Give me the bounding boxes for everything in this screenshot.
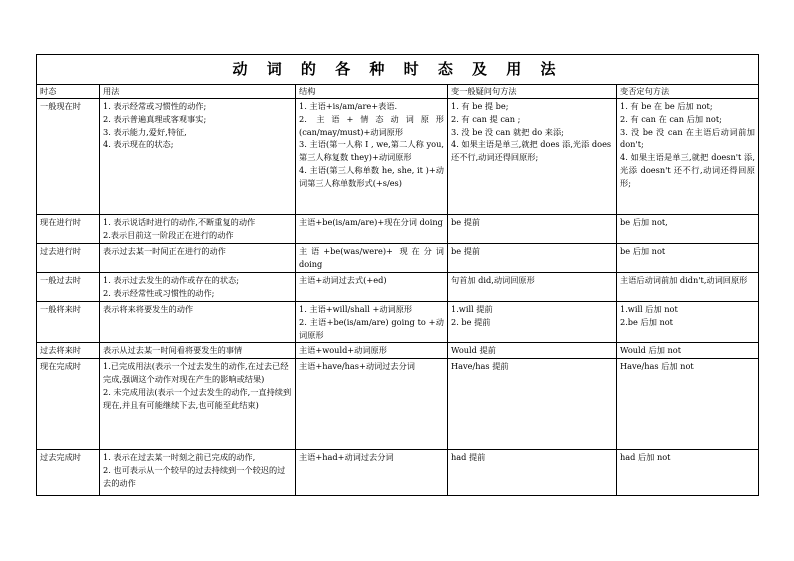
question-cell [448, 244, 617, 273]
usage-cell [100, 99, 296, 215]
cell-line: 4. 表示现在的状态; [103, 139, 174, 150]
cell-line: 主语+be(was/were)+ 现在分词 doing [299, 246, 444, 269]
cell-line: 1. 主语+is/am/are+表语. [299, 101, 398, 111]
cell-line: 2. 有 can 提 can ; [451, 113, 521, 124]
table-row [37, 343, 759, 359]
table-row [37, 244, 759, 273]
cell-line: 表示从过去某一时间看将要发生的事情 [103, 345, 243, 356]
structure-cell [296, 99, 448, 215]
cell-line: 1. 主语+will/shall +动词原形 [299, 304, 413, 314]
cell-line: 2. 主语+情态动词原形(can/may/must)+动词原形 [299, 113, 444, 137]
cell-line: 1. 有 be 提 be; [451, 101, 509, 111]
table-row [37, 99, 759, 215]
table-row [37, 359, 759, 450]
cell-line: 1.will 提前 [451, 304, 493, 314]
cell-line: Would 提前 [451, 345, 496, 356]
question-cell [448, 215, 617, 244]
table-row [37, 450, 759, 496]
cell-line: 表示过去某一时间正在进行的动作 [103, 246, 226, 256]
negative-cell [617, 302, 759, 343]
cell-line: 1. 有 be 在 be 后加 not; [620, 101, 713, 111]
structure-cell [296, 215, 448, 244]
cell-line: be 提前 [451, 217, 481, 227]
usage-cell [100, 302, 296, 343]
cell-line: 2. 主语+be(is/am/are) going to +动词原形 [299, 316, 444, 340]
structure-cell [296, 343, 448, 359]
cell-line: 3. 没 be 没 can 在主语后动词前加 don't; [620, 126, 755, 150]
header-tense: 时态 [37, 85, 100, 99]
cell-line: 2. 也可表示从一个较早的过去持续到一个较迟的过去的动作 [103, 464, 286, 488]
table-row [37, 273, 759, 302]
title-row [37, 55, 759, 85]
tense-cell: 过去完成时 [37, 450, 100, 496]
negative-cell [617, 215, 759, 244]
tense-cell: 一般过去时 [37, 273, 100, 302]
tense-cell: 一般现在时 [37, 99, 100, 215]
header-structure: 结构 [296, 85, 448, 99]
negative-cell [617, 359, 759, 450]
cell-line: 1. 表示说话时进行的动作,不断重复的动作 [103, 217, 256, 227]
cell-line: be 后加 not, [620, 217, 668, 227]
usage-cell [100, 343, 296, 359]
structure-cell [296, 273, 448, 302]
tense-cell: 一般将来时 [37, 302, 100, 343]
cell-line: 1.will 后加 not [620, 304, 678, 314]
cell-line: 主语+动词过去式(+ed) [299, 275, 387, 285]
negative-cell [617, 244, 759, 273]
cell-line: 1. 表示过去发生的动作或存在的状态; [103, 275, 239, 285]
cell-line: be 提前 [451, 246, 481, 256]
cell-line: 1. 表示在过去某一时刻之前已完成的动作, [103, 452, 256, 463]
cell-line: 2.be 后加 not [620, 316, 673, 327]
question-cell [448, 359, 617, 450]
table-row [37, 302, 759, 343]
cell-line: 1.已完成用法(表示一个过去发生的动作,在过去已经完成,强调这个动作对现在产生的影响或结果) [103, 361, 289, 384]
header-usage: 用法 [100, 85, 296, 99]
cell-line: 2.表示目前这一阶段正在进行的动作 [103, 229, 234, 240]
question-cell [448, 450, 617, 496]
page-title: 动 词 的 各 种 时 态 及 用 法 [37, 55, 759, 85]
cell-line: 4. 主语(第三人称单数 he, she, it )+动词第三人称单数形式(+s/es) [299, 164, 444, 188]
usage-cell [100, 273, 296, 302]
cell-line: 3. 主语(第一人称 I , we,第二人称 you,第三人称复数 they)+动词原形 [299, 139, 444, 163]
cell-line: 表示将来将要发生的动作 [103, 304, 194, 314]
negative-cell [617, 99, 759, 215]
usage-cell [100, 359, 296, 450]
cell-line: 2. 有 can 在 can 后加 not; [620, 113, 722, 124]
table-row [37, 215, 759, 244]
cell-line: Would 后加 not [620, 345, 681, 356]
cell-line: had 后加 not [620, 452, 671, 463]
cell-line: 2. be 提前 [451, 316, 491, 327]
cell-line: 主语后动词前加 didn't,动词回原形 [620, 275, 748, 285]
structure-cell [296, 450, 448, 496]
usage-cell [100, 244, 296, 273]
structure-cell [296, 244, 448, 273]
tense-cell: 现在进行时 [37, 215, 100, 244]
header-question: 变一般疑问句方法 [448, 85, 617, 99]
question-cell [448, 302, 617, 343]
cell-line: 3. 没 be 没 can 就把 do 来添; [451, 126, 564, 137]
cell-line: 1. 表示经常或习惯性的动作; [103, 101, 207, 111]
structure-cell [296, 359, 448, 450]
cell-line: 主语+be(is/am/are)+现在分词 doing [299, 217, 443, 227]
tense-cell: 过去将来时 [37, 343, 100, 359]
tense-table [36, 54, 759, 496]
cell-line: 2. 表示普遍真理或客观事实; [103, 113, 207, 124]
tense-cell: 现在完成时 [37, 359, 100, 450]
cell-line: had 提前 [451, 452, 486, 463]
usage-cell [100, 450, 296, 496]
cell-line: 主语+have/has+动词过去分词 [299, 361, 415, 372]
cell-line: Have/has 后加 not [620, 361, 694, 372]
question-cell [448, 343, 617, 359]
header-row [37, 85, 759, 99]
cell-line: 4. 如果主语是单三,就把 does 添,光添 does 还不行,动词还得回原形; [451, 139, 612, 163]
cell-line: Have/has 提前 [451, 361, 509, 372]
cell-line: 主语+would+动词原形 [299, 345, 387, 356]
question-cell [448, 99, 617, 215]
cell-line: be 后加 not [620, 246, 666, 256]
cell-line: 2. 表示经常性或习惯性的动作; [103, 287, 215, 298]
tense-cell: 过去进行时 [37, 244, 100, 273]
cell-line: 句首加 did,动词回原形 [451, 275, 535, 285]
cell-line: 2. 未完成用法(表示一个过去发生的动作,一直持续到现在,并且有可能继续下去,也可能至此结束) [103, 386, 292, 410]
negative-cell [617, 273, 759, 302]
usage-cell [100, 215, 296, 244]
negative-cell [617, 450, 759, 496]
cell-line: 3. 表示能力,爱好,特征, [103, 126, 187, 137]
structure-cell [296, 302, 448, 343]
question-cell [448, 273, 617, 302]
cell-line: 主语+had+动词过去分词 [299, 452, 394, 463]
cell-line: 4. 如果主语是单三,就把 doesn't 添,光添 doesn't 还不行,动词还得回原形; [620, 152, 755, 188]
header-negative: 变否定句方法 [617, 85, 759, 99]
negative-cell [617, 343, 759, 359]
tense-table-wrapper [36, 54, 758, 496]
